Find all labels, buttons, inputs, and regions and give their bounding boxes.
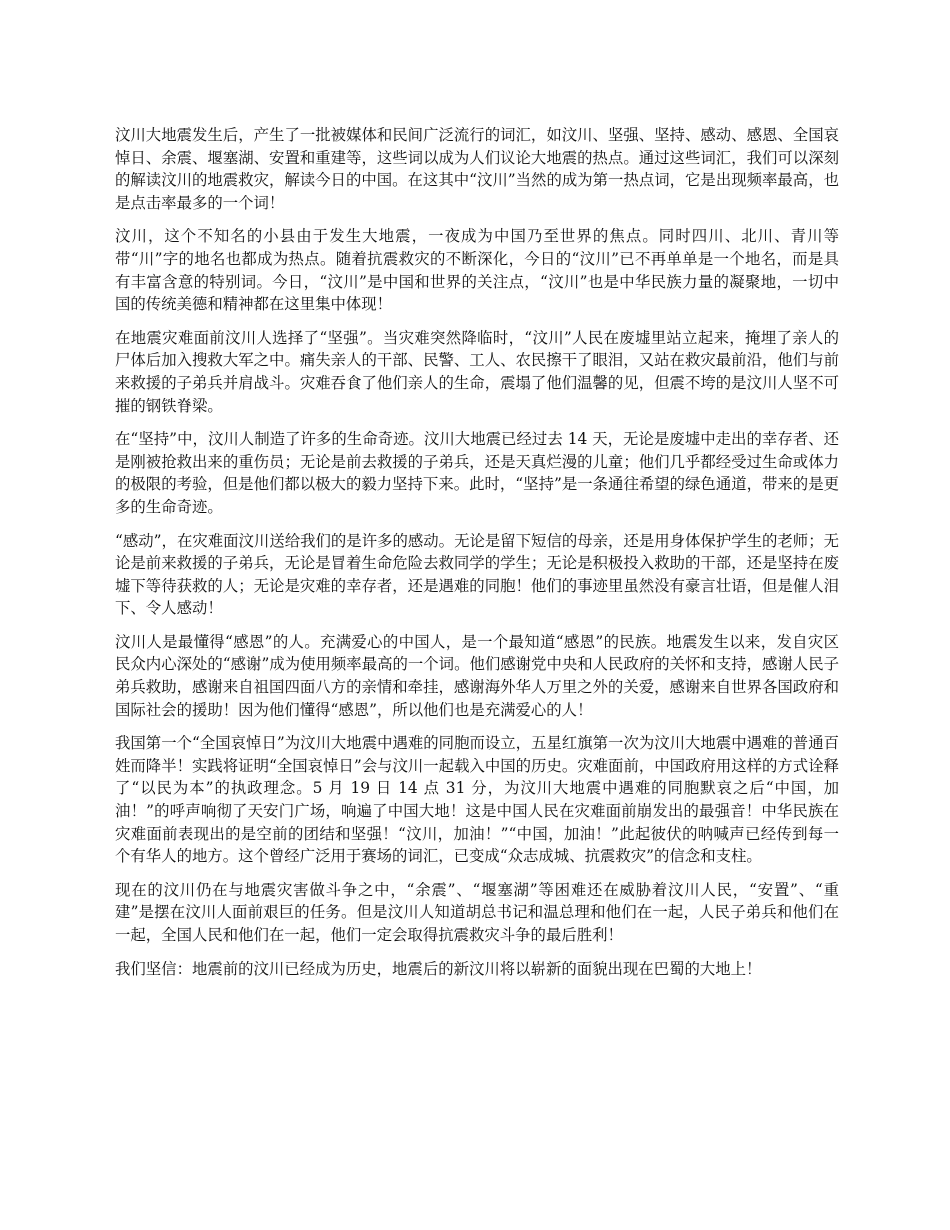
paragraph-6: 汶川人是最懂得“感恩”的人。充满爱心的中国人，是一个最知道“感恩”的民族。地震发生以来，发自灾区民众内心深处的“感谢”成为使用频率最高的一个词。他们感谢党中央和人民政府的关怀和支持，感谢人民子弟兵救助，感谢来自祖国四面八方的亲情和牵挂，感谢海外华人万里之外的关爱，感谢来自世界各国政府和国际社会的援助！因为他们懂得“感恩”，所以他们也是充满爱心的人！ [115, 632, 839, 719]
paragraph-8: 现在的汶川仍在与地震灾害做斗争之中，“余震”、“堰塞湖”等困难还在威胁着汶川人民，“安置”、“重建”是摆在汶川人面前艰巨的任务。但是汶川人知道胡总书记和温总理和他们在一起，人民子弟兵和他们在一起，全国人民和他们在一起，他们一定会取得抗震救灾斗争的最后胜利！ [115, 880, 839, 944]
paragraph-3: 在地震灾难面前汶川人选择了“坚强”。当灾难突然降临时，“汶川”人民在废墟里站立起来，掩埋了亲人的尸体后加入搜救大军之中。痛失亲人的干部、民警、工人、农民擦干了眼泪，又站在救灾最前沿，他们与前来救援的子弟兵并肩战斗。灾难吞食了他们亲人的生命，震塌了他们温馨的见，但震不垮的是汶川人坚不可摧的钢铁脊梁。 [115, 328, 839, 415]
paragraph-2: 汶川，这个不知名的小县由于发生大地震，一夜成为中国乃至世界的焦点。同时四川、北川、青川等带“川”字的地名也都成为热点。随着抗震救灾的不断深化，今日的“汶川”已不再单单是一个地名，而是具有丰富含意的特别词。今日，“汶川”是中国和世界的关注点，“汶川”也是中华民族力量的凝聚地，一切中国的传统美德和精神都在这里集中体现！ [115, 227, 839, 314]
paragraph-9: 我们坚信：地震前的汶川已经成为历史，地震后的新汶川将以崭新的面貌出现在巴蜀的大地上！ [115, 959, 762, 978]
paragraph-1: 汶川大地震发生后，产生了一批被媒体和民间广泛流行的词汇，如汶川、坚强、坚持、感动、感恩、全国哀悼日、余震、堰塞湖、安置和重建等，这些词以成为人们议论大地震的热点。通过这些词汇，我们可以深刻的解读汶川的地震救灾，解读今日的中国。在这其中“汶川”当然的成为第一热点词，它是出现频率最高，也是点击率最多的一个词！ [115, 126, 839, 212]
paragraph-7: 我国第一个“全国哀悼日”为汶川大地震中遇难的同胞而设立，五星红旗第一次为汶川大地震中遇难的普通百姓而降半！实践将证明“全国哀悼日”会与汶川一起载入中国的历史。灾难面前，中国政府用这样的方式诠释了“以民为本”的执政理念。5 月 19 日 14 点 31 分，为汶川大地震中遇难的同胞默哀之后“中国，加油！”的呼声响彻了天安门广场，响遍了中国大地！这是中国人民在灾难面前崩发出的最强音！中华民族在灾难面前表现出的是空前的团结和坚强！“汶川，加油！”“中国，加油！”此起彼伏的呐喊声已经传到每一个有华人的地方。这个曾经广泛用于赛场的词汇，已变成“众志成城、抗震救灾”的信念和支柱。 [115, 734, 839, 866]
paragraph-5: “感动”，在灾难面汶川送给我们的是许多的感动。无论是留下短信的母亲，还是用身体保护学生的老师；无论是前来救援的子弟兵，无论是冒着生命危险去救同学的学生；无论是积极投入救助的干部，还是坚持在废墟下等待获救的人；无论是灾难的幸存者，还是遇难的同胞！他们的事迹里虽然没有豪言壮语，但是催人泪下、令人感动！ [115, 531, 839, 618]
document-body [115, 124, 839, 991]
paragraph-4: 在“坚持”中，汶川人制造了许多的生命奇迹。汶川大地震已经过去 14 天，无论是废墟中走出的幸存者、还是刚被抢救出来的重伤员；无论是前去救援的子弟兵，还是天真烂漫的儿童；他们几乎都经受过生命或体力的极限的考验，但是他们都以极大的毅力坚持下来。此时，“坚持”是一条通往希望的绿色通道，带来的是更多的生命奇迹。 [115, 430, 839, 516]
